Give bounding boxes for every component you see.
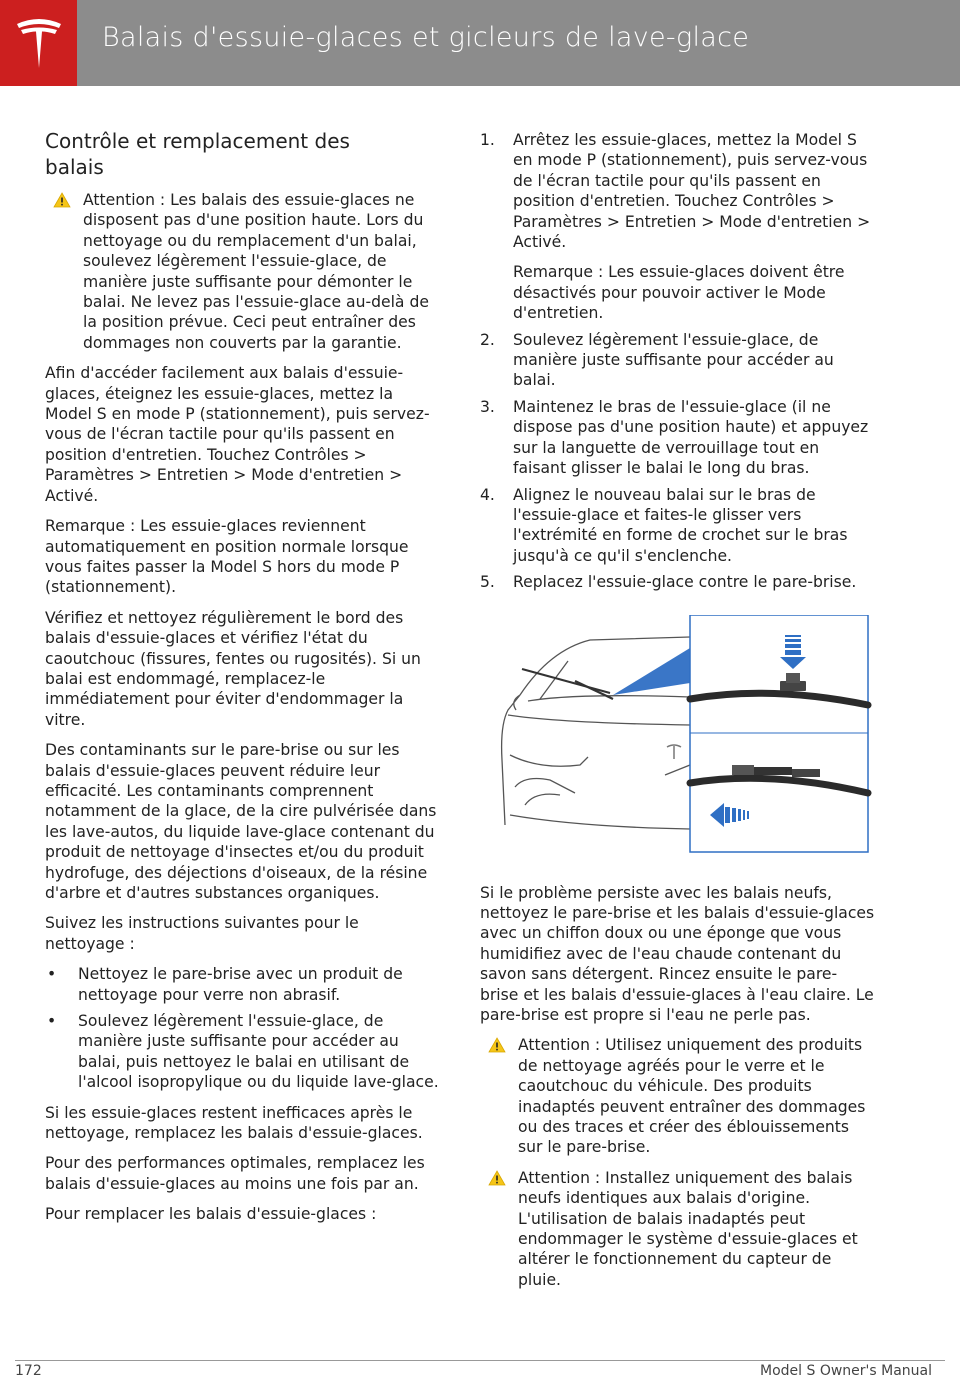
warning-icon	[480, 1168, 518, 1191]
right-column	[480, 130, 875, 1300]
page-title: Balais d'essuie-glaces et gicleurs de lave-glace	[102, 22, 750, 53]
step-number: 2.	[480, 330, 495, 349]
inset-panel	[690, 615, 868, 852]
steps-list	[480, 130, 875, 593]
bullet-marker: •	[47, 965, 57, 984]
step-item	[480, 130, 875, 324]
page-header	[0, 0, 960, 86]
step-item	[480, 572, 875, 592]
wiper-arm	[522, 669, 613, 699]
wiper-diagram	[480, 615, 875, 855]
paragraph: Des contaminants sur le pare-brise ou sur les balais d'essuie-glaces peuvent réduire leur efficacité. Les contaminants comprennent notamment de la glace, de la cire pulvérisée dans les lave-autos, du liquide lave-glace contenant du produit de nettoyage d'insectes et/ou du produit hydrofuge, des déjections d'oiseaux, de la résine d'arbre et d'autres substances organiques.	[45, 741, 437, 902]
paragraph: Suivez les instructions suivantes pour le nettoyage :	[45, 914, 359, 953]
paragraph: Pour des performances optimales, remplacez les balais d'essuie-glaces au moins une fois par an.	[45, 1154, 425, 1193]
warning-block	[480, 1035, 875, 1157]
left-column	[45, 128, 440, 1235]
section-title: Contrôle et remplacement des balais	[45, 129, 350, 179]
hood-emblem	[667, 745, 681, 759]
footer-divider	[15, 1360, 945, 1361]
step-item	[480, 485, 875, 567]
warning-block	[45, 190, 440, 353]
tesla-logo	[0, 0, 77, 86]
tesla-logo-icon	[15, 16, 63, 70]
step-text: Arrêtez les essuie-glaces, mettez la Model S en mode P (stationnement), puis servez-vous de l'écran tactile pour qu'ils passent en position d'entretien. Touchez Contrôles > Paramètres > Entretien > Mode d'entretien > Activé.	[513, 131, 871, 252]
paragraph: Si les essuie-glaces restent inefficaces après le nettoyage, remplacez les balais d'essuie-glaces.	[45, 1103, 423, 1143]
step-text: Replacez l'essuie-glace contre le pare-brise.	[513, 573, 857, 592]
step-item	[480, 397, 875, 479]
warning-text: Attention : Les balais des essuie-glaces ne disposent pas d'une position haute. Lors du nettoyage ou du remplacement d'un balai, soulevez légèrement l'essuie-glace, de manière juste suffisante pour démonter le balai. Ne levez pas l'essuie-glace au-delà de la position prévue. Ceci peut entraîner des dommages non couverts par la garantie.	[83, 191, 429, 352]
list-item	[45, 1011, 440, 1093]
step-number: 3.	[480, 397, 495, 416]
paragraph: Vérifiez et nettoyez régulièrement le bord des balais d'essuie-glaces et vérifiez l'état du caoutchouc (fissures, fentes ou rugosités). Si un balai est endommagé, remplacez-le immédiatement pour éviter d'endommager la vitre.	[45, 608, 421, 729]
warning-icon	[480, 1035, 518, 1058]
warning-text: Attention : Utilisez uniquement des produits de nettoyage agréés pour le verre et le caoutchouc du véhicule. Des produits inadaptés peuvent entraîner des dommages ou des traces et créer des éblouissements sur le pare-brise.	[518, 1036, 866, 1157]
step-number: 4.	[480, 485, 495, 504]
bullet-list	[45, 964, 440, 1092]
paragraph: Pour remplacer les balais d'essuie-glaces :	[45, 1205, 377, 1224]
list-item	[45, 964, 440, 1005]
warning-block	[480, 1168, 875, 1290]
page-number: 172	[15, 1363, 42, 1379]
callout-pointer	[613, 648, 690, 695]
manual-name: Model S Owner's Manual	[760, 1363, 932, 1379]
step-text: Soulevez légèrement l'essuie-glace, de manière juste suffisante pour accéder au balai.	[513, 330, 834, 390]
list-item-text: Nettoyez le pare-brise avec un produit de nettoyage pour verre non abrasif.	[78, 965, 403, 1004]
step-number: 1.	[480, 131, 495, 149]
wiper-illustration	[480, 615, 875, 855]
bullet-marker: •	[47, 1012, 57, 1031]
step-text: Maintenez le bras de l'essuie-glace (il ne dispose pas d'une position haute) et appuyez sur la languette de verrouillage tout en faisant glisser le balai le long du bras.	[513, 397, 869, 478]
paragraph: Si le problème persiste avec les balais neufs, nettoyez le pare-brise et les balais d'essuie-glaces avec un chiffon doux ou une éponge que vous humidifiez avec de l'eau chaude contenant du savon sans détergent. Rincez ensuite le pare-brise et les balais d'essuie-glaces à l'eau claire. Le pare-brise est propre si l'eau ne perle pas.	[480, 883, 875, 1024]
list-item-text: Soulevez légèrement l'essuie-glace, de manière juste suffisante pour accéder au balai, puis nettoyez le balai en utilisant de l'alcool isopropylique ou du liquide lave-glace.	[78, 1012, 439, 1092]
step-note: Remarque : Les essuie-glaces doivent être désactivés pour pouvoir activer le Mode d'entretien.	[513, 263, 845, 323]
paragraph: Afin d'accéder facilement aux balais d'essuie-glaces, éteignez les essuie-glaces, mettez la Model S en mode P (stationnement), puis servez-vous de l'écran tactile pour qu'ils passent en position d'entretien. Touchez Contrôles > Paramètres > Entretien > Mode d'entretien > Activé.	[45, 364, 430, 505]
step-item	[480, 330, 875, 391]
warning-icon	[45, 190, 83, 213]
step-text: Alignez le nouveau balai sur le bras de l'essuie-glace et faites-le glisser vers l'extrémité en forme de crochet sur le bras jusqu'à ce qu'il s'enclenche.	[513, 485, 848, 565]
warning-text: Attention : Installez uniquement des balais neufs identiques aux balais d'origine. L'utilisation de balais inadaptés peut endommager le système d'essuie-glaces et altérer le fonctionnement du capteur de pluie.	[518, 1168, 858, 1289]
step-number: 5.	[480, 573, 495, 592]
note-paragraph: Remarque : Les essuie-glaces reviennent automatiquement en position normale lorsque vous faites passer la Model S hors du mode P (stationnement).	[45, 517, 409, 597]
